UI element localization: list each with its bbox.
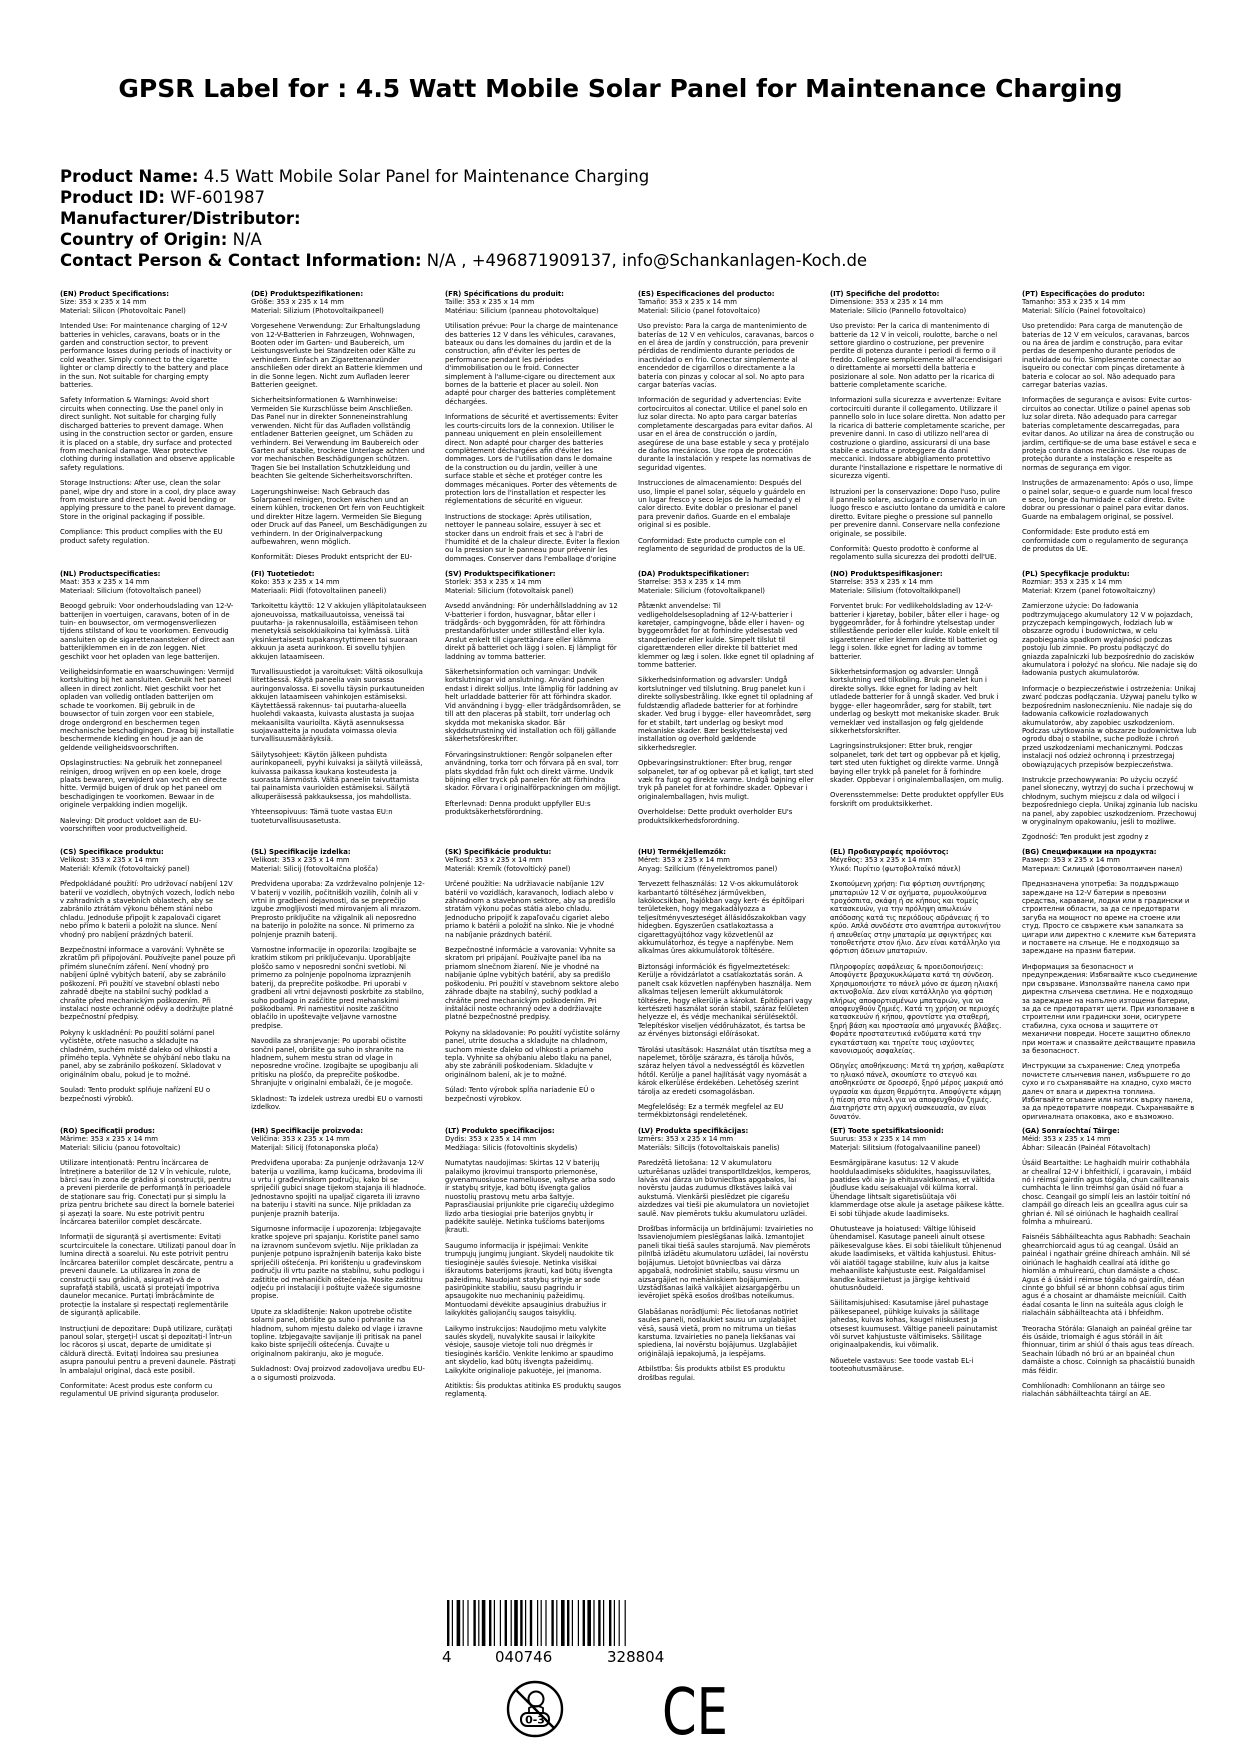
page-title: GPSR Label for : 4.5 Watt Mobile Solar Panel for Maintenance Charging (118, 73, 1123, 103)
section-paragraph: Konformität: Dieses Produkt entspricht der EU- (251, 553, 413, 562)
section-paragraph: Informații de siguranță și avertismente: Evitați scurtcircuitele la conectare. Utilizați panoul doar în lumina directă a soarelui. Nu este potrivit pentru încărcarea bateriilor complet descărcate, pentru a preveni daunele. La utilizarea în zona de construcții sau grădină, asigurați-vă de o suprafață stabilă, uscată și protejați împotriva daunelor mecanice. Purtați îmbrăcăminte de protecție la instalare și respectați reglementările de siguranță aplicabile. (60, 1233, 236, 1318)
barcode-bar (494, 1600, 495, 1646)
language-section (638, 290, 814, 562)
section-spec: Dydis: 353 x 235 x 14 mm Medžiaga: Silicis (fotovoltinis skydelis) (445, 1135, 578, 1152)
section-paragraph: Predviđena uporaba: Za punjenje održavanja 12-V baterija u vozilima, kamp kućicama, brodovima ili u vrtu i građevinskom području, kako bi se spriječili gubici snage tijekom stajanja ili hladnoće. Jednostavno spojiti na upaljač cigareta ili izravno na bateriju i staviti na sunce. Nije prikladan za punjenje praznih baterija. (251, 1159, 427, 1218)
language-section (60, 848, 236, 1120)
section-paragraph: Informations de sécurité et avertissements: Éviter les courts-circuits lors de la connexion. Utiliser le panneau uniquement en plein ensoleillement direct. Non adapté pour charger des batteries complètement déchargées afin d'éviter les dommages. Lors de l'utilisation dans le domaine de la construction ou du jardin, veiller à une surface stable et sèche et protéger contre les dommages mécaniques. Porter des vêtements de protection lors de l'installation et respecter les réglementations de sécurité en vigueur. (445, 413, 619, 506)
section-paragraph: Varnostne informacije in opozorila: Izogibajte se kratkim stikom pri priključevanju. Uporabljajte ploščo samo v neposredni sončni svetlobi. Ni primerno za polnjenje popolnoma izpraznjenih baterij, da preprečite poškodbe. Pri uporabi v gradbeni ali vrtni dejavnosti poskrbite za stabilno, suho podlago in zaščitite pred mehanskimi poškodbami. Pri namestitvi nosite zaščitno oblačilo in upoštevajte veljavne varnostne predpise. (251, 946, 424, 1030)
section-paragraph: Tárolási utasítások: Használat után tisztítsa meg a napelemet, törölje szárazra, és tárolja hűvös, száraz helyen távol a nedvességtől és közvetlen hőtől. Kerülje a panel hajlítását vagy nyomását a károk elkerülése érdekében. Lehetőség szerint tárolja az eredeti csomagolásban. (638, 1045, 812, 1096)
section-paragraph: Utilisation prévue: Pour la charge de maintenance des batteries 12 V dans les véhicules, caravanes, bateaux ou dans les domaines du jardin et de la construction, afin d'éviter les pertes de performance pendant les périodes d'immobilisation ou le froid. Connecter simplement à l'allume-cigare ou directement aux bornes de la batterie et placer au soleil. Non adapté pour charger des batteries complètement déchargées. (445, 322, 618, 406)
section-paragraph: Numatytas naudojimas: Skirtas 12 V baterijų palaikymo įkrovimui transporto priemonėse, gyvenamuosiuose nameliuose, valtyse arba sodo ir statybų srityje, kad būtų išvengta galios nuostolių prastovų metu arba šaltyje. Paprasčiausiai prijunkite prie cigarečių uždegimo lizdo arba tiesiogiai prie baterijos gnybtų ir padėkite saulėje. Netinka tuščioms baterijoms įkrauti. (445, 1159, 616, 1235)
section-heading: (DE) Produktspezifikationen: (251, 290, 364, 298)
section-spec: Dimensione: 353 x 235 x 14 mm Materiale: Silicio (Pannello fotovoltaico) (830, 298, 967, 315)
section-spec: Rozmiar: 353 x 235 x 14 mm Materiał: Krzem (panel fotowoltaiczny) (1022, 578, 1156, 595)
section-paragraph: Informacje o bezpieczeństwie i ostrzeżenia: Unikaj zwarć podczas podłączania. Używaj panelu tylko w bezpośrednim nasłonecznieniu. Nie nadaje się do ładowania całkowicie rozładowanych akumulatorów, aby zapobiec uszkodzeniom. Podczas użytkowania w obszarze budownictwa lub ogrodu dbaj o stabilne, suche podłoże i chroń przed uszkodzeniami mechanicznymi. Podczas instalacji noś odzież ochronną i przestrzegaj obowiązujących przepisów bezpieczeństwa. (1022, 684, 1198, 769)
manufacturer-label: Manufacturer/Distributor: (60, 209, 301, 228)
barcode-bar (598, 1600, 600, 1646)
ce-mark-icon (662, 1680, 728, 1738)
section-paragraph: Lagringsinstruksjoner: Etter bruk, rengjør solpanelet, tørk det tørt og oppbevar på et kjølig, tørt sted uten fuktighet og direkte varme. Unngå bøying eller trykk på panelet for å forhindre skader. Oppbevar i originalemballasjen, om mulig. (830, 742, 1004, 784)
section-heading: (EN) Product Specifications: (60, 290, 169, 298)
section-heading: (NL) Productspecificaties: (60, 570, 161, 578)
section-spec: Taille: 353 x 235 x 14 mm Matériau: Silicium (panneau photovoltaïque) (445, 298, 599, 315)
section-paragraph: Conformidad: Este producto cumple con el reglamento de seguridad de productos de la UE. (638, 536, 806, 553)
barcode-bar (505, 1600, 507, 1646)
section-paragraph: Информация за безопасност и предупреждения: Избягвайте късо съединение при свързване. Използвайте панела само при директна слънчева светлина. Не е подходящо за зареждане на напълно изтощени батерии, за да се предотвратят щети. При използване в строителни или градински зони, осигурете стабилна, суха основа и защитете от механични повреди. Носете защитно облекло при монтаж и спазвайте действащите правила за безопасност. (1022, 962, 1198, 1055)
section-paragraph: Navodila za shranjevanje: Po uporabi očistite sončni panel, obrišite ga suho in shranite na hladnem, suhem mestu stran od vlage in neposredne vročine. Izogibajte se upogibanju ali pritisku na ploščo, da preprečite poškodbe. Shranjujte v originalni embalaži, če je mogoče. (251, 1037, 419, 1088)
section-paragraph: Forventet bruk: For vedlikeholdslading av 12-V-batterier i kjøretøy, bobiler, båter eller i hage- og byggeområder, for å forhindre ytelsestap under stillestående perioder eller kulde. Koble enkelt til sigarettenner eller klemm direkte til batteriet og legg i solen. Ikke egnet for lading av tomme batterier. (830, 602, 1000, 661)
barcode-bar (556, 1600, 557, 1646)
barcode-lead-digit: 4 (442, 1648, 452, 1666)
product-id-label: Product ID: (60, 188, 165, 207)
country-label: Country of Origin: (60, 230, 228, 249)
barcode-bar (537, 1600, 538, 1646)
section-paragraph: Utilizare intenționată: Pentru încărcarea de întreținere a bateriilor de 12 V în vehicule, rulote, bărci sau în zona de grădină și construcții, pentru a preveni pierderile de performanță în perioadele de staționare sau frig. Conectați pur și simplu la priza pentru brichete sau direct la bornele bateriei și așezați la soare. Nu este potrivit pentru încărcarea bateriilor complet descărcate. (60, 1159, 235, 1227)
section-paragraph: Οδηγίες αποθήκευσης: Μετά τη χρήση, καθαρίστε το ηλιακό πάνελ, σκουπίστε το στεγνό και αποθηκεύστε σε δροσερό, ξηρό μέρος μακριά από υγρασία και άμεση θερμότητα. Αποφύγετε κάμψη ή πίεση στο πάνελ για να αποφευχθούν ζημιές. Διατηρήστε στη αρχική συσκευασία, αν είναι δυνατόν. (830, 1062, 1005, 1120)
language-section (638, 1127, 814, 1399)
age-0-3-warning-icon (505, 1679, 565, 1739)
section-paragraph: Předpokládané použití: Pro udržovací nabíjení 12V baterií ve vozidlech, obytných vozech, lodích nebo v zahradních a stavebních oblastech, aby se zabránilo ztrátám výkonu během stání nebo chladu. Jednoduše připojit k zapalovači cigaret nebo přímo k baterii a položit na slunce. Není vhodný pro nabíjení prázdných baterií. (60, 880, 235, 939)
section-paragraph: Uso previsto: Para la carga de mantenimiento de baterías de 12 V en vehículos, caravanas, barcos o en el área de jardín y construcción, para prevenir pérdidas de rendimiento durante periodos de inactividad o en frío. Conectar simplemente al encendedor de cigarrillos o directamente a la batería con pinzas y colocar al sol. No apto para cargar baterías vacías. (638, 322, 814, 390)
section-paragraph: Saugumo informacija ir įspėjimai: Venkite trumpųjų jungimų jungiant. Skydelį naudokite tik tiesioginėje saulės šviesoje. Netinka visiškai iškrautoms baterijoms įkrauti, kad būtų išvengta pažeidimų. Naudojant statybų srityje ar sode pasirūpinkite stabiliu, sausu pagrindu ir apsaugokite nuo mechaninių pažeidimų. Montuodami dėvėkite apsauginius drabužius ir laikykitės galiojančių saugos taisyklių. (445, 1241, 614, 1318)
section-spec: Veľkosť: 353 x 235 x 14 mm Materiál: Kremík (fotovoltický panel) (445, 856, 571, 873)
section-paragraph: Nõuetele vastavus: See toode vastab EL-i tooteohutusmääruse. (830, 1356, 974, 1374)
barcode-bar (567, 1600, 569, 1646)
section-heading: (GA) Sonraíochtaí Táirge: (1022, 1127, 1120, 1135)
section-paragraph: Comhlíonadh: Comhlíonann an táirge seo rialachán sábháilteachta táirgí an AE. (1022, 1381, 1165, 1399)
language-section (1022, 1127, 1198, 1399)
section-spec: Größe: 353 x 235 x 14 mm Material: Silizium (Photovoltaikpaneel) (251, 298, 384, 315)
section-spec: Размер: 353 x 235 x 14 mm Материал: Силиций (фотоволтаичен панел) (1022, 856, 1183, 873)
section-paragraph: Opbevaringsinstruktioner: Efter brug, rengør solpanelet, tør af og opbevar på et køligt, tørt sted væk fra fugt og direkte varme. Undgå bøjning eller tryk på panelet for at forhindre skader. Opbevar i originalemballagen, hvis muligt. (638, 759, 814, 801)
section-paragraph: Safety Information & Warnings: Avoid short circuits when connecting. Use the panel only in direct sunlight. Not suitable for charging fully discharged batteries to prevent damage. When using in the construction sector or garden, ensure it is placed on a stable, dry surface and protected from mechanical damage. Wear protective clothing during installation and observe applicable safety regulations. (60, 396, 235, 472)
section-paragraph: Atitiktis: Šis produktas atitinka ES produktų saugos reglamentą. (445, 1381, 621, 1399)
barcode-right-digits: 328804 (607, 1648, 665, 1666)
section-paragraph: Súlad: Tento výrobok spĺňa nariadenie EÚ o bezpečnosti výrobkov. (445, 1086, 595, 1103)
barcode-bar (473, 1600, 475, 1646)
language-section (60, 570, 236, 842)
section-paragraph: Información de seguridad y advertencias: Evite cortocircuitos al conectar. Utilice el panel solo en luz solar directa. No apto para cargar baterías completamente descargadas para evitar daños. Al usar en el área de construcción o jardín, asegúrese de una base estable y seca y protéjalo de daños mecánicos. Use ropa de protección durante la instalación y respete las normativas de seguridad vigentes. (638, 396, 813, 472)
section-spec: Tamaño: 353 x 235 x 14 mm Material: Silicio (panel fotovoltaico) (638, 298, 761, 315)
section-paragraph: Informazioni sulla sicurezza e avvertenze: Evitare cortocircuiti durante il collegamento. Utilizzare il pannello solo in luce solare diretta. Non adatto per la ricarica di batterie completamente scariche, per prevenire danni. In caso di utilizzo nell'area di costruzione o giardino, assicurarsi di una base stabile e asciutta e proteggere da danni meccanici. Indossare abbigliamento protettivo durante l'installazione e rispettare le normative di sicurezza vigenti. (830, 396, 1006, 481)
language-section (830, 290, 1006, 562)
section-heading: (NO) Produktspesifikasjoner: (830, 570, 943, 578)
barcode-bar (514, 1600, 518, 1646)
contact-row (60, 250, 1181, 271)
section-paragraph: Beoogd gebruik: Voor onderhoudslading van 12-V-batterijen in voertuigen, caravans, boten of in de tuin- en bouwsector, om vermogensverliezen tijdens stilstand of kou te voorkomen. Eenvoudig aansluiten op de sigarettenaansteker of direct aan batterijklemmen en in de zon leggen. Niet geschikt voor het opladen van lege batterijen. (60, 602, 235, 661)
section-heading: (LV) Produkta specifikācijas: (638, 1127, 749, 1135)
barcode-bar (525, 1600, 526, 1646)
barcode-bar (457, 1600, 461, 1646)
section-heading: (SV) Produktspecifikationer: (445, 570, 556, 578)
section-paragraph: Σκοπούμενη χρήση: Για φόρτιση συντήρησης μπαταριών 12 V σε οχήματα, ρυμουλκούμενα τροχόσπιτα, σκάφη ή σε κήπους και τομείς κατασκευών, για την πρόληψη απωλειών απόδοσης κατά τις περιόδους αδράνειας ή το κρύο. Απλά συνδέστε στο αναπτήρα αυτοκινήτου ή απευθείας στην μπαταρία με σφιγκτήρες και τοποθετήστε στον ήλιο. Δεν είναι κατάλληλο για φόρτιση άδειων μπαταριών. (830, 880, 1001, 956)
section-paragraph: Sikkerhetsinformasjon og advarsler: Unngå kortslutning ved tilkobling. Bruk panelet kun i direkte sollys. Ikke egnet for lading av helt utladede batterier for å unngå skader. Ved bruk i bygge- eller hageområder, sørg for stabilt, tørt underlag og beskytt mot mekaniske skader. Bruk verneklær ved installasjon og følg gjeldende sikkerhetsforskrifter. (830, 668, 999, 735)
section-paragraph: Instructions de stockage: Après utilisation, nettoyer le panneau solaire, essuyer à sec et stocker dans un endroit frais et sec à l'abri de l'humidité et de la chaleur directe. Éviter la flexion ou la pression sur le panneau pour prévenir les dommages. Conserver dans l'emballage d'origine (445, 512, 620, 562)
contact-label: Contact Person & Contact Information: (60, 251, 422, 270)
section-paragraph: Instrucțiuni de depozitare: După utilizare, curățați panoul solar, ștergeți-l uscat și depozitați-l într-un loc răcoros și uscat, departe de umiditate și căldură directă. Evitați îndoirea sau presiunea asupra panoului pentru a preveni daunele. Păstrați în ambalajul original, dacă este posibil. (60, 1324, 236, 1375)
section-paragraph: Conformidade: Este produto está em conformidade com o regulamento de segurança de produtos da UE. (1022, 528, 1189, 553)
section-paragraph: Instrucciones de almacenamiento: Después del uso, limpie el panel solar, séquelo y guárdelo en un lugar fresco y seco lejos de la humedad y el calor directo. Evite doblar o presionar el panel para prevenir daños. Guarde en el embalaje original si es posible. (638, 479, 806, 530)
section-heading: (FI) Tuotetiedot: (251, 570, 315, 578)
section-paragraph: Biztonsági információk és figyelmeztetések: Kerülje a rövidzárlatot a csatlakoztatás során. A panelt csak közvetlen napfényben használja. Nem alkalmas teljesen lemerült akkumulátorok töltésére, hogy elkerülje a károkat. Építőipari vagy kertészeti használat során stabil, száraz felületen helyezze el, és védje mechanikai sérülésektől. Telepítéskor viseljen védőruházatot, és tartsa be az érvényes biztonsági előírásokat. (638, 962, 813, 1039)
language-section (445, 290, 621, 562)
product-id-value: WF-601987 (170, 188, 265, 207)
language-section (60, 1127, 236, 1399)
section-spec: Izmērs: 353 x 235 x 14 mm Materiāls: Silīcijs (fotovoltaiskais panelis) (638, 1135, 780, 1152)
section-paragraph: Pokyny na skladovanie: Po použití vyčistite solárny panel, utrite dosucha a skladujte na chladnom, suchom mieste ďaleko od vlhkosti a priameho tepla. Vyhnite sa ohýbaniu alebo tlaku na panel, aby ste zabránili poškodeniam. Skladujte v originálnom balení, ak je to možné. (445, 1028, 620, 1079)
section-paragraph: Turvallisuustiedot ja varoitukset: Vältä oikosulkuja liitettäessä. Käytä paneelia vain suorassa auringonvalossa. Ei sovellu täysin purkautuneiden akkujen lataamiseen vahinkojen estämiseksi. Käytettäessä rakennus- tai puutarha-alueella huolehdi vakaasta, kuivasta alustasta ja suojaa mekaanisilta vaurioilta. Käytä asennuksessa suojavaatteita ja noudata voimassa olevia turvallisuusmääräyksiä. (251, 668, 425, 744)
section-heading: (HU) Termékjellemzők: (638, 848, 727, 856)
section-paragraph: Tarkoitettu käyttö: 12 V akkujen ylläpitolataukseen ajoneuvoissa, matkailuautoissa, veneissä tai puutarha- ja rakennusaloilla, estäämiseen tehon menetyksiä seisokkiaikoina tai kylmässä. Liitä yksinkertaisesti tupakansytyttimeen tai suoraan akkuun ja aseta aurinkoon. Ei sovellu tyhjien akkujen lataamiseen. (251, 602, 427, 661)
section-spec: Storlek: 353 x 235 x 14 mm Material: Silicium (fotovoltaisk panel) (445, 578, 574, 595)
section-paragraph: Förvaringsinstruktioner: Rengör solpanelen efter användning, torka torr och förvara på en sval, torr plats skyddad från fukt och direkt värme. Undvik böjning eller tryck på panelen för att förhindra skador. Förvara i originalförpackningen om möjligt. (445, 750, 621, 793)
barcode-bar (587, 1600, 591, 1646)
section-paragraph: Soulad: Tento produkt splňuje nařízení EU o bezpečnosti výrobků. (60, 1086, 211, 1103)
section-paragraph: Eesmärgipärane kasutus: 12 V akude hooldulaadimiseks sõidukites, haagissuvilates, paatides või aia- ja ehitusvaldkonnas, et vältida jõudluse kadu seisakuajal või külma korral. Ühendage lihtsalt sigaretisüütaja või klammerdage otse akule ja asetage päikese kätte. Ei sobi tühjade akude laadimiseks. (830, 1159, 1005, 1218)
barcode-bar (545, 1600, 546, 1646)
section-paragraph: Overholdelse: Dette produkt overholder EU's produktsikkerhedsforordning. (638, 808, 793, 825)
section-paragraph: Storage Instructions: After use, clean the solar panel, wipe dry and store in a cool, dry place away from moisture and direct heat. Avoid bending or applying pressure to the panel to prevent damage. Store in the original packaging if possible. (60, 479, 236, 521)
language-section (60, 290, 236, 562)
section-spec: Méret: 353 x 235 x 14 mm Anyag: Szilícium (fényelektromos panel) (638, 856, 778, 873)
barcode-bar (463, 1600, 464, 1646)
language-section (1022, 570, 1198, 842)
section-paragraph: Bezpečnostné informácie a varovania: Vyhnite sa skratom pri pripájaní. Používajte panel iba na priamom slnečnom žiarení. Nie je vhodné na nabíjanie úplne vybitých batérií, aby sa predišlo poškodeniu. Pri použití v stavebnom sektore alebo záhrade dbajte na stabilný, suchý podklad a chráňte pred mechanickým poškodením. Pri inštalácii noste ochranný odev a dodržiavajte platné bezpečnostné predpisy. (445, 946, 619, 1022)
language-section (445, 1127, 621, 1399)
language-section (830, 1127, 1006, 1399)
section-heading: (PL) Specyfikacje produktu: (1022, 570, 1130, 578)
barcode-bar (530, 1600, 532, 1646)
age-label: 0-3 (525, 1713, 545, 1727)
section-heading: (CS) Specifikace produktu: (60, 848, 164, 856)
section-spec: Suurus: 353 x 235 x 14 mm Materjal: Silitsium (fotogalvaaniline paneel) (830, 1135, 981, 1152)
section-heading: (PT) Especificações do produto: (1022, 290, 1145, 298)
section-paragraph: Zgodność: Ten produkt jest zgodny z (1022, 833, 1149, 842)
language-section (638, 570, 814, 842)
barcode-bar (614, 1600, 615, 1646)
barcode-bar (541, 1600, 542, 1646)
section-paragraph: Pokyny k uskladnění: Po použití solární panel vyčistěte, otřete nasucho a skladujte na chladném, suchém místě daleko od vlhkosti a přímého tepla. Vyhněte se ohýbání nebo tlaku na panel, aby se zabránilo poškození. Skladovat v originálním obalu, pokud je to možné. (60, 1028, 231, 1079)
section-paragraph: Bezpečnostní informace a varování: Vyhněte se zkratům při připojování. Používejte panel pouze při přímém slunečním záření. Není vhodný pro nabíjení úplně vybitých baterií, aby se zabránilo poškození. Při použití ve stavební oblasti nebo zahradě dbejte na stabilní suchý podklad a chraňte před mechanickým poškozením. Při instalaci noste ochranné oděvy a dodržujte platné bezpečnostní předpisy. (60, 946, 236, 1022)
ce-mark-label: CE (662, 1680, 728, 1738)
section-paragraph: Tervezett felhasználás: 12 V-os akkumulátorok karbantartó töltéséhez járművekben, lakókocsikban, hajókban vagy kert- és építőipari területeken, hogy megakadályozza a teljesítményveszteséget állásidőszakokban vagy hidegben. Egyszerűen csatlakoztassa a cigarettagyújtóhoz vagy közvetlenül az akkumulátorhoz, és tegye a napfénybe. Nem alkalmas üres akkumulátorok töltésére. (638, 880, 807, 956)
barcode-bar (467, 1600, 468, 1646)
product-id-row (60, 187, 1181, 208)
language-section (251, 848, 427, 1120)
section-heading: (FR) Spécifications du produit: (445, 290, 564, 298)
section-spec: Størrelse: 353 x 235 x 14 mm Materiale: Silicium (fotovoltaikpanel) (638, 578, 765, 595)
section-paragraph: Megfelelőség: Ez a termék megfelel az EU termékbiztonsági rendeletének. (638, 1102, 784, 1120)
section-spec: Μέγεθος: 353 x 235 x 14 mm Υλικό: Πυρίτιο (φωτοβολταϊκό πάνελ) (830, 856, 961, 873)
section-paragraph: Faisnéis Sábháilteachta agus Rabhadh: Seachain ghearrchiorcaid agus tú ag ceangal. Úsáid an painéal i ngathair gréine dhíreach amháin. Níl sé oiriúnach le haghaidh ceallraí atá ídithe go hiomlán a mhuirearú, chun damáiste a chosc. Agus é á úsáid i réimse tógála nó gairdín, déan cinnte go bhfuil sé ar bhonn cobhsaí agus tirim agus é a chosaint ar dhamáiste meicniúil. Caith éadaí cosanta le linn na suiteála agus cloígh le rialacháin sábháilteachta atá i bhfeidhm. (1022, 1233, 1191, 1318)
section-spec: Størrelse: 353 x 235 x 14 mm Materiale: Silisium (fotovoltaikkpanel) (830, 578, 961, 595)
section-paragraph: Opslaginstructies: Na gebruik het zonnepaneel reinigen, droog wrijven en op een koele, droge plaats bewaren, verwijderd van vocht en directe hitte. Vermijd buigen of druk op het paneel om beschadigingen te voorkomen. Bewaar in de originele verpakking indien mogelijk. (60, 759, 227, 810)
barcode (445, 1600, 687, 1646)
language-section (830, 848, 1006, 1120)
section-paragraph: Treoracha Stórála: Glanaigh an painéal gréine tar éis úsáide, triomaigh é agus stóráil in áit fhionnuar, tirim ar shiúl ó thais agus teas díreach. Seachain lúbadh nó brú ar an bpainéal chun damáiste a chosc. Coinnigh sa phacáistiú bunaidh más féidir. (1022, 1324, 1195, 1375)
barcode-bar (609, 1600, 611, 1646)
section-heading: (ES) Especificaciones del producto: (638, 290, 775, 298)
barcode-bar (583, 1600, 585, 1646)
section-heading: (EL) Προδιαγραφές προϊόντος: (830, 848, 949, 856)
product-info (60, 166, 1181, 271)
section-paragraph: Πληροφορίες ασφάλειας & προειδοποιήσεις: Αποφύγετε βραχυκυκλώματα κατά τη σύνδεση. Χρησιμοποιήστε το πάνελ μόνο σε άμεση ηλιακή ακτινοβολία. Δεν είναι κατάλληλο για φόρτιση πλήρως αποφορτισμένων μπαταριών, για να αποφευχθούν ζημιές. Κατά τη χρήση σε περιοχές κατασκευών ή κήπου, φροντίστε για σταθερή, ξηρή βάση και προστασία από μηχανικές βλάβες. Φοράτε προστατευτικά ενδύματα κατά την εγκατάσταση και τηρείτε τους ισχύοντες κανονισμούς ασφαλείας. (830, 962, 1002, 1055)
barcode-bar (625, 1600, 626, 1646)
barcode-bar (593, 1600, 594, 1646)
section-paragraph: Naleving: Dit product voldoet aan de EU-voorschriften voor productveiligheid. (60, 816, 202, 833)
section-paragraph: Úsáid Beartaithe: Le haghaidh muirir cothabhála ar cheallraí 12-V i bhfeithiclí, i gcaravain, i mbáid nó i réimsí gairdín agus tógála, chun caillteanais cumhachta le linn tréimhsí gan úsáid nó fuar a chosc. Ceangail go simplí leis an lastóir toitíní nó clampáil go díreach leis an gceallra agus cuir sa ghrian é. Níl sé oiriúnach le haghaidh ceallraí folmha a mhuirearú. (1022, 1159, 1192, 1227)
section-spec: Méid: 353 x 235 x 14 mm Ábhar: Sileacán (Painéal Fótavoltach) (1022, 1135, 1151, 1152)
section-heading: (IT) Specifiche del prodotto: (830, 290, 940, 298)
section-heading: (SL) Specifikacije izdelka: (251, 848, 351, 856)
section-paragraph: Sigurnosne informacije i upozorenja: Izbjegavajte kratke spojeve pri spajanju. Koristite panel samo na izravnom sunčevom svjetlu. Nije prikladan za punjenje potpuno ispražnjenih baterija kako biste spriječili oštećenja. Pri korištenju u građevinskom području ili vrtu pazite na stabilnu, suhu podlogu i zaštitite od mehaničkih oštećenja. Nosite zaštitnu odjeću pri instalaciji i poštujte važeće sigurnosne propise. (251, 1225, 425, 1301)
barcode-left-digits: 040746 (495, 1648, 553, 1666)
section-paragraph: Instruções de armazenamento: Após o uso, limpe o painel solar, seque-o e guarde num local fresco e seco, longe da humidade e calor direto. Evite dobrar ou pressionar o painel para evitar danos. Guarde na embalagem original, se possível. (1022, 479, 1193, 521)
section-spec: Tamanho: 353 x 235 x 14 mm Material: Silício (Painel fotovoltaico) (1022, 298, 1146, 315)
section-paragraph: Conformità: Questo prodotto è conforme al regolamento sulla sicurezza dei prodotti dell'UE. (830, 544, 997, 562)
section-paragraph: Conformitate: Acest produs este conform cu regulamentul UE privind siguranța produselor. (60, 1381, 220, 1399)
section-heading: (ET) Toote spetsifikatsioonid: (830, 1127, 944, 1135)
barcode-bar (489, 1600, 491, 1646)
section-paragraph: Uso pretendido: Para carga de manutenção de baterias de 12 V em veículos, caravanas, barcos ou na área de jardim e construção, para evitar perdas de desempenho durante períodos de inatividade ou frio. Simplesmente conectar ao isqueiro ou conectar com pinças diretamente à bateria e colocar ao sol. Não adequado para carregar baterias vazias. (1022, 322, 1190, 390)
barcode-bar (511, 1600, 512, 1646)
section-paragraph: Intended Use: For maintenance charging of 12-V batteries in vehicles, caravans, boats or in the garden and construction sector, to prevent performance losses during periods of inactivity or cold weather. Simply connect to the cigarette lighter or clamp directly to the battery and place in the sun. Not suitable for charging empty batteries. (60, 322, 232, 390)
section-spec: Velikost: 353 x 235 x 14 mm Material: Silicij (fotovoltaična plošča) (251, 856, 379, 873)
section-paragraph: Paredzētā lietošana: 12 V akumulatoru uzturēšanas uzlādei transportlīdzekļos, kemperos, laivās vai dārza un būvniecības apgabalos, lai novērstu jaudas zudumus dīkstāves laikā vai aukstumā. Vienkārši pieslēdzet pie cigarešu aizdedzes vai tieši pie akumulatora un novietojiet saulē. Nav piemērots tukšu akumulatoru uzlādei. (638, 1159, 812, 1218)
section-paragraph: Säkerhetsinformation och varningar: Undvik kortslutningar vid anslutning. Använd panelen endast i direkt solljus. Inte lämplig för laddning av helt urladdade batterier för att förhindra skador. Vid användning i bygg- eller trädgårdsområden, se till att den placeras på stabilt, torr underlag och skydda mot mekaniska skador. Bär skyddsutrustning vid installation och följ gällande säkerhetsföreskrifter. (445, 668, 621, 744)
section-paragraph: Sikkerhedsinformation og advarsler: Undgå kortslutninger ved tilslutning. Brug panelet kun i direkte sollysbestråling. Ikke egnet til opladning af fuldstændig afladede batterier for at forhindre skader. Ved brug i bygge- eller haveområdet, sørg for et stabilt, tørt underlag og beskyt mod mekaniske skader. Bær beskyttelsestøj ved installation og overhold gældende sikkerhedsregler. (638, 676, 813, 752)
section-paragraph: Veiligheidsinformatie en waarschuwingen: Vermijd kortsluiting bij het aansluiten. Gebruik het paneel alleen in direct zonlicht. Niet geschikt voor het opladen van volledig ontladen batterijen om schade te voorkomen. Bij gebruik in de bouwsector of tuin zorgen voor een stabiele, droge ondergrond en beschermen tegen mechanische beschadigingen. Draag bij installatie beschermende kleding en houd je aan de geldende veiligheidsvoorschriften. (60, 668, 234, 752)
section-heading: (SK) Špecifikácie produktu: (445, 848, 552, 856)
product-name-label: Product Name: (60, 167, 199, 186)
language-section (638, 848, 814, 1120)
section-paragraph: Lagerungshinweise: Nach Gebrauch das Solarpaneel reinigen, trocken wischen und an einem kühlen, trockenen Ort fern von Feuchtigkeit und direkter Hitze lagern. Vermeiden Sie Biegung oder Druck auf das Paneel, um Beschädigungen zu verhindern. In der Originalverpackung aufbewahren, wenn möglich. (251, 487, 427, 546)
barcode-bar (452, 1600, 453, 1646)
barcode-bar (447, 1600, 449, 1646)
section-heading: (HR) Specifikacije proizvoda: (251, 1127, 364, 1135)
barcode-bar (561, 1600, 565, 1646)
barcode-bar (578, 1600, 579, 1646)
language-section (251, 570, 427, 842)
section-paragraph: Efterlevnad: Denna produkt uppfyller EU:s produktsäkerhetsförordning. (445, 799, 591, 817)
country-row (60, 229, 1181, 250)
language-section (1022, 290, 1198, 562)
section-spec: Velikost: 353 x 235 x 14 mm Materiál: Křemík (fotovoltaický panel) (60, 856, 190, 873)
section-paragraph: Zamierzone użycie: Do ładowania podtrzymującego akumulatory 12 V w pojazdach, przyczepach kempingowych, łodziach lub w obszarze ogrodu i budownictwa, w celu zapobiegania spadkom wydajności podczas postoju lub zimnie. Po prostu podłączyć do gniazda zapalniczki lub bezpośrednio do zacisków akumulatora i położyć na słońcu. Nie nadaje się do ładowania pustych akumulatorów. (1022, 602, 1198, 678)
barcode-bar (603, 1600, 604, 1646)
section-paragraph: Glabāšanas norādījumi: Pēc lietošanas notīriet saules paneli, noslaukiet sausu un uzglabājiet vēsā, sausā vietā, prom no mitruma un tiešas karstuma. Izvairieties no paneļa liekšanas vai spiediena, lai novērstu bojājumus. Uzglabājiet oriģinālajā iepakojumā, ja iespējams. (638, 1307, 799, 1358)
barcode-bar (520, 1600, 522, 1646)
section-spec: Maat: 353 x 235 x 14 mm Materiaal: Silicium (fotovoltaïsch paneel) (60, 578, 202, 595)
section-paragraph: Laikymo instrukcijos: Naudojimo metu valykite saulės skydelį, nuvalykite sausai ir laikykite vėsioje, sausoje vietoje toli nuo drėgmės ir tiesioginės karščio. Venkite lenkimo ar spaudimo ant skydelio, kad būtų išvengta pažeidimų. Laikykite originalioje pakuotėje, jei įmanoma. (445, 1324, 614, 1375)
section-paragraph: Drošības informācija un brīdinājumi: Izvairieties no īssavienojumiem pieslēgšanas laikā. Izmantojiet paneli tikai tiešā saules starojumā. Nav piemērots pilnībā izlādētu akumulatoru uzlādei, lai novērstu bojājumus. Lietojot būvniecības vai dārza apgabalā, nodrošiniet stabilu, sausu virsmu un aizsargājiet no mehāniskiem bojājumiem. Uzstādīšanas laikā valkājiet aizsargapģērbu un ievērojiet spēkā esošos drošības noteikumus. (638, 1225, 814, 1301)
language-section (445, 570, 621, 842)
language-section (830, 570, 1006, 842)
section-paragraph: Predvidena uporaba: Za vzdrževalno polnjenje 12-V baterij v vozilih, počitniških vozilih, čolnih ali v vrtni in gradbeni dejavnosti, da se preprečijo izgube zmogljivosti med mirovanjem ali mrazom. Preprosto priključite na vžigalnik ali neposredno na baterijo in položite na sonce. Ni primerno za polnjenje praznih baterij. (251, 880, 425, 939)
barcode-bar (619, 1600, 620, 1646)
section-paragraph: Påtænkt anvendelse: Til vedligeholdelsesopladning af 12-V-batterier i køretøjer, campingvogne, både eller i haven- og byggeområdet for at forhindre ydelsestab ved standperioder eller kulde. Simpelt tilslut til cigarettænderen eller direkte til batteriet med klemmer og læg i solen. Ikke egnet til opladning af tomme batterier. (638, 602, 814, 670)
section-paragraph: Yhteensopivuus: Tämä tuote vastaa EU:n tuoteturvallisuusasetusta. (251, 808, 393, 825)
barcode-bar (482, 1600, 486, 1646)
section-paragraph: Istruzioni per la conservazione: Dopo l'uso, pulire il pannello solare, asciugarlo e conservarlo in un luogo fresco e asciutto lontano da umidità e calore diretto. Evitare pieghe o pressione sul pannello per prevenire danni. Conservare nella confezione originale, se possibile. (830, 487, 1006, 538)
manufacturer-row (60, 208, 1181, 229)
barcode-bar (478, 1600, 479, 1646)
language-section (1022, 848, 1198, 1120)
section-heading: (LT) Produkto specifikacijos: (445, 1127, 555, 1135)
section-paragraph: Sicherheitsinformationen & Warnhinweise: Vermeiden Sie Kurzschlüsse beim Anschließen. Das Panel nur in direkter Sonneneinstrahlung verwenden. Nicht für das Aufladen vollständig entladener Batterien geeignet, um Schäden zu verhindern. Bei Verwendung im Baubereich oder Garten auf stabile, trockene Unterlage achten und vor mechanischen Beschädigungen schützen. Tragen Sie bei Installation Schutzkleidung und beachten Sie geltende Sicherheitsvorschriften. (251, 396, 425, 481)
section-paragraph: Overensstemmelse: Dette produktet oppfyller EUs forskrift om produktsikkerhet. (830, 791, 1004, 808)
language-section (445, 848, 621, 1120)
section-paragraph: Instrukcje przechowywania: Po użyciu oczyść panel słoneczny, wytrzyj do sucha i przechowuj w chłodnym, suchym miejscu z dala od wilgoci i bezpośredniego ciepła. Unikaj zginania lub nacisku na panel, aby zapobiec uszkodzeniom. Przechowuj w oryginalnym opakowaniu, jeśli to możliwe. (1022, 775, 1198, 826)
section-paragraph: Säilytysohjeet: Käytön jälkeen puhdista aurinkopaneeli, pyyhi kuivaksi ja säilytä viileässä, kuivassa paikassa kaukana kosteudesta ja suorasta lämmöstä. Vältä paneelin taivuttamista tai painamista vaurioiden estämiseksi. Säilytä alkuperäisessä pakkauksessa, jos mahdollista. (251, 750, 423, 801)
section-paragraph: Säilitamisjuhised: Kasutamise järel puhastage päikesepaneel, pühkige kuivaks ja säilitage jahedas, kuivas kohas, kaugel niiskusest ja otsesest kuumusest. Vältige paneeli painutamist või survet kahjustuste vältimiseks. Säilitage originaalpakendis, kui võimalik. (830, 1299, 998, 1350)
section-paragraph: Určené použitie: Na udržiavacie nabíjanie 12V batérií vo vozidlách, karavanoch, lodiach alebo v záhradnom a stavebnom sektore, aby sa predišlo stratám výkonu počas státia alebo chladu. Jednoducho pripojiť k zapaľovaču cigariet alebo priamo k batérii a položiť na slnko. Nie je vhodné na nabíjanie prázdnych batérií. (445, 880, 616, 939)
section-paragraph: Sukladnost: Ovaj proizvod zadovoljava uredbu EU-a o sigurnosti proizvoda. (251, 1365, 425, 1382)
section-heading: (RO) Specificații produs: (60, 1127, 155, 1135)
section-spec: Size: 353 x 235 x 14 mm Material: Silicon (Photovoltaic Panel) (60, 298, 186, 315)
section-paragraph: Compliance: This product complies with the EU product safety regulation. (60, 528, 223, 545)
section-paragraph: Ohutusteave ja hoiatused: Vältige lühiseid ühendamisel. Kasutage paneeli ainult otsese päikesevalguse käes. Ei sobi täielikult tühjenenud akude laadimiseks, et vältida kahjustusi. Ehitus- või aiatööl tagage stabiilne, kuiv alus ja kaitse mehaaniliste kahjustuste eest. Paigaldamisel kandke kaitseriietust ja järgige kehtivaid ohutusnõudeid. (830, 1225, 1002, 1292)
section-heading: (BG) Спецификации на продукта: (1022, 848, 1157, 856)
product-name-row (60, 166, 1181, 187)
section-paragraph: Upute za skladištenje: Nakon upotrebe očistite solarni panel, obrišite ga suho i pohranite na hladnom, suhom mjestu daleko od vlage i izravne topline. Izbjegavajte savijanje ili pritisak na panel kako biste spriječili oštećenja. Čuvajte u originalnom pakiranju, ako je moguće. (251, 1307, 423, 1358)
barcode-bar (572, 1600, 573, 1646)
section-spec: Mărime: 353 x 235 x 14 mm Material: Siliciu (panou fotovoltaic) (60, 1135, 181, 1152)
section-heading: (DA) Produktspecifikationer: (638, 570, 750, 578)
product-name-value: 4.5 Watt Mobile Solar Panel for Maintenance Charging (203, 167, 650, 186)
language-section (251, 1127, 427, 1399)
language-section (251, 290, 427, 562)
section-paragraph: Avsedd användning: För underhållsladdning av 12 V-batterier i fordon, husvagnar, båtar eller i trädgårds- och byggområden, för att förhindra prestandaförluster under stillestånd eller kyla. Anslut enkelt till cigarettändare eller klämma direkt på batteriet och lägg i solen. Ej lämpligt för laddning av tomma batterier. (445, 602, 618, 661)
section-paragraph: Инструкции за съхранение: След употреба почистете слънчевия панел, избършете го до сухо и го съхранявайте на хладно, сухо място далеч от влага и директна топлина. Избягвайте огъване или натиск върху панела, за да предотвратите повреди. Съхранявайте в оригиналната опаковка, ако е възможно. (1022, 1062, 1195, 1120)
section-paragraph: Uso previsto: Per la carica di mantenimento di batterie da 12 V in veicoli, roulotte, barche o nel settore giardino o costruzione, per prevenire perdite di potenza durante i periodi di fermo o il freddo. Collegare semplicemente all'accendisigari o direttamente ai morsetti della batteria e posizionare al sole. Non adatto per la ricarica di batterie completamente scariche. (830, 322, 1003, 390)
section-paragraph: Skladnost: Ta izdelek ustreza uredbi EU o varnosti izdelkov. (251, 1094, 423, 1111)
barcode-bar (500, 1600, 501, 1646)
section-spec: Veličina: 353 x 235 x 14 mm Materijal: Silicij (fotonaponska ploča) (251, 1135, 379, 1152)
section-spec: Koko: 353 x 235 x 14 mm Materiaali: Piidi (fotovoltaiinen paneeli) (251, 578, 387, 595)
barcode-bar (551, 1600, 553, 1646)
country-value: N/A (232, 230, 262, 249)
section-paragraph: Atbilstība: Šis produkts atbilst ES produktu drošības regulai. (638, 1365, 785, 1382)
section-paragraph: Informações de segurança e avisos: Evite curtos-circuitos ao conectar. Utilize o painel apenas sob luz solar direta. Não adequado para carregar baterias completamente descarregadas, para evitar danos. Ao utilizar na área de construção ou jardim, certifique-se de uma base estável e seca e proteja contra danos mecânicos. Use roupas de proteção durante a instalação e respeite as normas de segurança em vigor. (1022, 396, 1197, 472)
contact-value: N/A , +496871909137, info@Schankanlagen-Koch.de (426, 251, 868, 270)
section-paragraph: Предназначена употреба: За поддържащо зареждане на 12-V батерии в превозни средства, каравани, лодки или в градински и строителни области, за да се предотврати загуба на мощност по време на стоене или студ. Просто се свържете към запалката за цигари или директно с клемите към батерията и поставете на слънце. Не е подходящо за зареждане на празни батерии. (1022, 880, 1196, 956)
section-paragraph: Vorgesehene Verwendung: Zur Erhaltungsladung von 12-V-Batterien in Fahrzeugen, Wohnwagen, Booten oder im Garten- und Baubereich, um Leistungsverluste bei Standzeiten oder Kälte zu verhindern. Einfach an Zigarettenanzünder anschließen oder direkt an Batterie klemmen und in die Sonne legen. Nicht zum Aufladen leerer Batterien geeignet. (251, 322, 423, 390)
